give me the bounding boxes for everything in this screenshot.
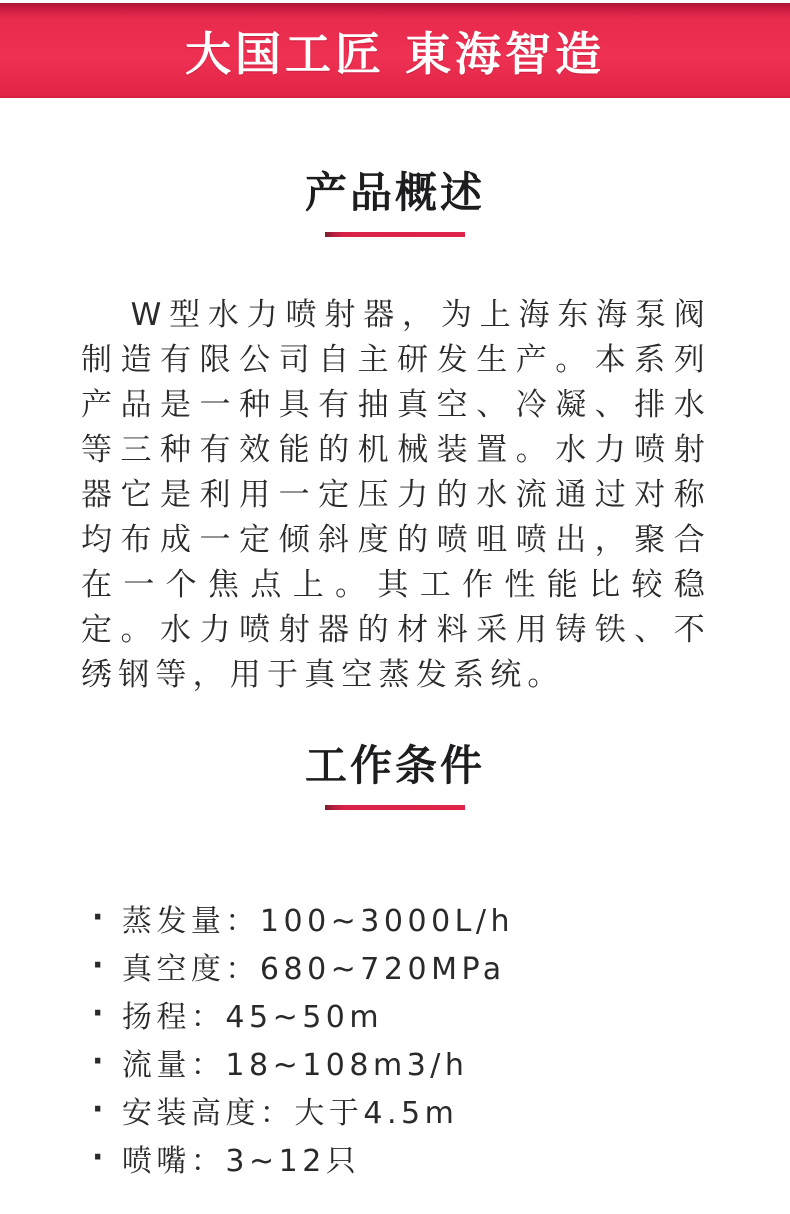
bullet-icon: · bbox=[92, 1140, 108, 1175]
spec-item-nozzles bbox=[92, 1134, 514, 1182]
overview-section-header bbox=[0, 165, 790, 237]
overview-paragraph: W型水力喷射器，为上海东海泵阀制造有限公司自主研发生产。本系列产品是一种具有抽真空、冷凝、排水等三种有效能的机械装置。水力喷射器它是利用一定压力的水流通过对称均布成一定倾斜度的喷咀喷出，聚合在一个焦点上。其工作性能比较稳定。水力喷射器的材料采用铸铁、不绣钢等，用于真空蒸发系统。 bbox=[81, 297, 711, 693]
conditions-title: 工作条件 bbox=[304, 741, 485, 790]
header-banner bbox=[0, 3, 790, 98]
spec-item-evaporation bbox=[92, 894, 514, 942]
bullet-icon: · bbox=[92, 900, 108, 935]
spec-text: 喷嘴：3~12只 bbox=[121, 1144, 361, 1179]
spec-text: 安装高度：大于4.5m bbox=[121, 1096, 459, 1131]
spec-item-head bbox=[92, 990, 514, 1038]
overview-title-underline bbox=[325, 232, 465, 237]
overview-title: 产品概述 bbox=[304, 168, 485, 217]
bullet-icon: · bbox=[92, 948, 108, 983]
bullet-icon: · bbox=[92, 1044, 108, 1079]
banner-title: 大国工匠 東海智造 bbox=[184, 26, 605, 81]
spec-list bbox=[92, 894, 514, 1182]
spec-text: 蒸发量：100~3000L/h bbox=[121, 904, 514, 939]
bullet-icon: · bbox=[92, 996, 108, 1031]
spec-item-install-height bbox=[92, 1086, 514, 1134]
spec-text: 流量：18~108m3/h bbox=[121, 1048, 469, 1083]
bullet-icon: · bbox=[92, 1092, 108, 1127]
conditions-title-underline bbox=[325, 805, 465, 810]
spec-item-flow bbox=[92, 1038, 514, 1086]
spec-text: 扬程：45~50m bbox=[121, 1000, 384, 1035]
spec-text: 真空度：680~720MPa bbox=[121, 952, 506, 987]
spec-item-vacuum bbox=[92, 942, 514, 990]
conditions-section-header bbox=[0, 738, 790, 810]
